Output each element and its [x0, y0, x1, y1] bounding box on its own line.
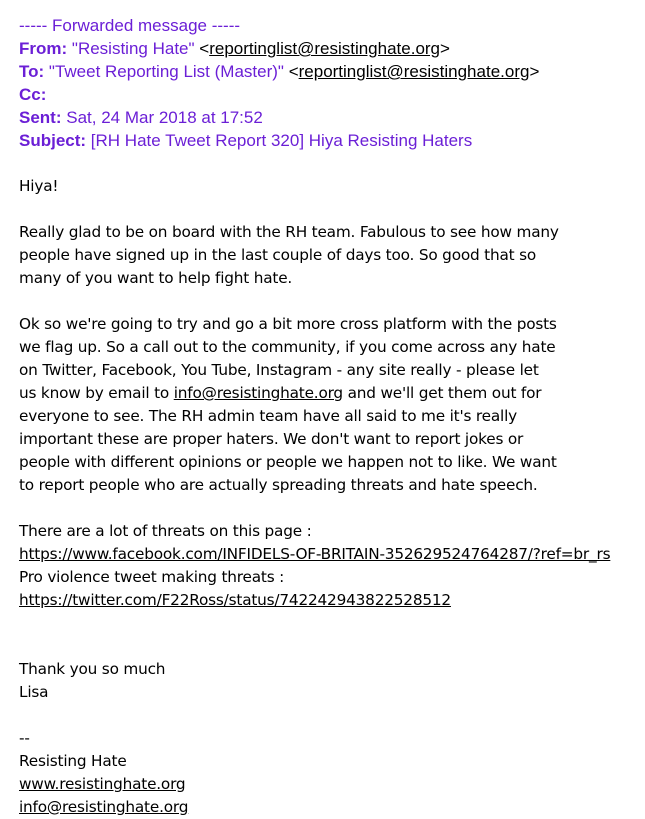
paragraph-2-line: we flag up. So a call out to the community, if you come across any hate	[19, 338, 556, 356]
signature-website-link[interactable]: www.resistinghate.org	[19, 775, 186, 793]
paragraph-2-line: on Twitter, Facebook, You Tube, Instagram - any site really - please let	[19, 361, 539, 379]
twitter-link[interactable]: https://twitter.com/F22Ross/status/742242943822528512	[19, 591, 451, 609]
sender-name: Lisa	[19, 683, 49, 701]
forwarded-line: ----- Forwarded message -----	[19, 16, 241, 35]
sent-label: Sent:	[19, 108, 62, 127]
subject-label: Subject:	[19, 131, 87, 150]
cc-label: Cc:	[19, 85, 47, 104]
signature-org: Resisting Hate	[19, 752, 127, 770]
signature-email-link[interactable]: info@resistinghate.org	[19, 798, 189, 816]
paragraph-2-line: everyone to see. The RH admin team have all said to me it's really	[19, 407, 517, 425]
to-row: To: "Tweet Reporting List (Master)" <reportinglist@resistinghate.org>	[19, 62, 540, 81]
from-row: From: "Resisting Hate" <reportinglist@resistinghate.org>	[19, 39, 450, 58]
paragraph-2-line: important these are proper haters. We don't want to report jokes or	[19, 430, 524, 448]
sent-value: Sat, 24 Mar 2018 at 17:52	[66, 108, 263, 127]
subject-row	[19, 129, 539, 152]
facebook-link[interactable]: https://www.facebook.com/INFIDELS-OF-BRITAIN-352629524764287/?ref=br_rs	[19, 545, 611, 563]
to-label: To:	[19, 62, 45, 81]
paragraph-1-line: many of you want to help fight hate.	[19, 269, 293, 287]
paragraph-2-line	[19, 382, 629, 405]
sent-row	[19, 106, 539, 129]
email-body	[19, 175, 629, 819]
paragraph-2-text: and we'll get them out for	[342, 384, 542, 402]
cc-row	[19, 83, 539, 106]
from-name: "Resisting Hate"	[71, 39, 195, 58]
threats-label: There are a lot of threats on this page :	[19, 522, 312, 540]
signature-separator: --	[19, 729, 30, 747]
paragraph-1-line: Really glad to be on board with the RH team. Fabulous to see how many	[19, 223, 559, 241]
greeting: Hiya!	[19, 177, 59, 195]
from-label: From:	[19, 39, 68, 58]
email-header	[19, 14, 539, 152]
paragraph-2-line: Ok so we're going to try and go a bit more cross platform with the posts	[19, 315, 557, 333]
to-email-link[interactable]: reportinglist@resistinghate.org	[298, 62, 530, 81]
tweet-label: Pro violence tweet making threats :	[19, 568, 285, 586]
paragraph-1	[19, 221, 629, 290]
paragraph-2	[19, 313, 629, 497]
to-name: "Tweet Reporting List (Master)"	[48, 62, 284, 81]
paragraph-1-line: people have signed up in the last couple of days too. So good that so	[19, 246, 537, 264]
from-email-link[interactable]: reportinglist@resistinghate.org	[209, 39, 441, 58]
info-email-link[interactable]: info@resistinghate.org	[173, 384, 343, 402]
subject-value: [RH Hate Tweet Report 320] Hiya Resisting Haters	[90, 131, 473, 150]
paragraph-2-line: to report people who are actually spreading threats and hate speech.	[19, 476, 538, 494]
paragraph-2-text: us know by email to	[19, 384, 174, 402]
thanks-line: Thank you so much	[19, 660, 166, 678]
paragraph-2-line: people with different opinions or people we happen not to like. We want	[19, 453, 557, 471]
